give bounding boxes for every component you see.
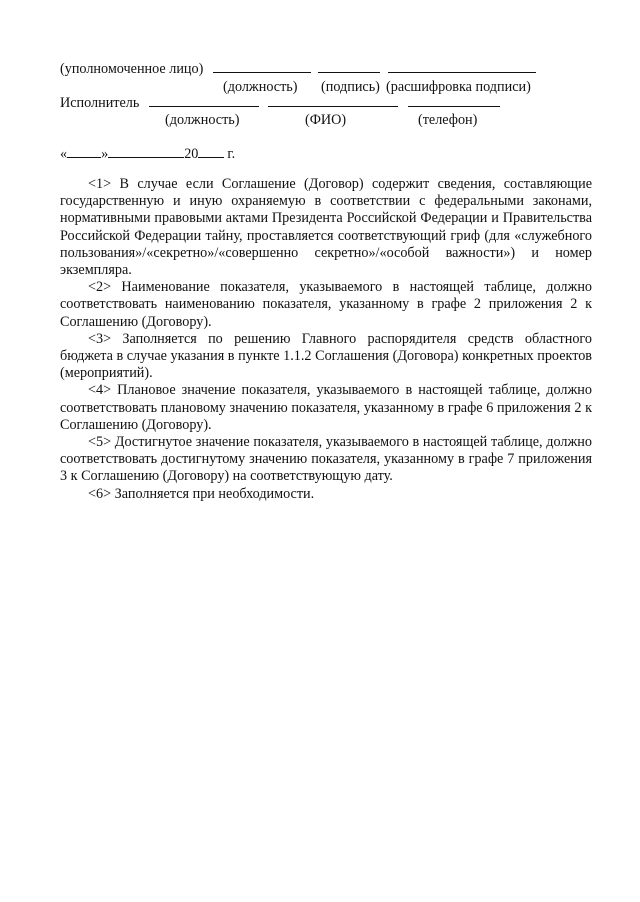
footnote-2: <2> Наименование показателя, указываемого в настоящей таблице, должно соответствовать наименованию показателя, указанному в графе 2 приложения 2 к Соглашению (Договору). — [60, 279, 592, 330]
date-line — [60, 145, 235, 163]
executor-position-caption: (должность) — [165, 112, 240, 128]
footnote-1: <1> В случае если Соглашение (Договор) содержит сведения, составляющие государственную и иную охраняемую в соответствии с федеральными законами, нормативными правовыми актами Президента Российской Федерации и Правительства Российской Федерации тайну, проставляется соответствующий гриф (для «служебного пользования»/«секретно»/«совершенно секретно»/«особой важности») и номер экземпляра. — [60, 176, 592, 279]
date-close-quote: » — [101, 146, 109, 162]
year-prefix: 20 — [184, 146, 199, 162]
footnote-3: <3> Заполняется по решению Главного распорядителя средств областного бюджета в случае указания в пункте 1.1.2 Соглашения (Договора) конкретных проектов (мероприятий). — [60, 330, 592, 382]
authorized-person-line — [60, 60, 536, 78]
authorized-person-label: (уполномоченное лицо) — [60, 61, 204, 77]
position-blank — [213, 60, 311, 73]
executor-phone-blank — [408, 94, 500, 107]
executor-fio-blank — [268, 94, 398, 107]
signature-blank — [318, 60, 380, 73]
month-blank — [108, 145, 184, 158]
footnote-6: <6> Заполняется при необходимости. — [88, 485, 315, 502]
executor-line — [60, 94, 500, 112]
decoding-blank — [388, 60, 536, 73]
year-suffix: г. — [227, 146, 236, 162]
phone-caption: (телефон) — [418, 112, 478, 128]
footnote-5: <5> Достигнутое значение показателя, указываемого в настоящей таблице, должно соответствовать достигнутому значению показателя, указанному в графе 7 приложения 3 к Соглашению (Договору) на соответствующую дату. — [60, 434, 592, 485]
signature-caption: (подпись) — [321, 79, 380, 95]
decoding-caption: (расшифровка подписи) — [386, 79, 531, 95]
day-blank — [67, 145, 101, 158]
footnotes — [60, 176, 592, 503]
year-blank — [198, 145, 224, 158]
footnote-4: <4> Плановое значение показателя, указываемого в настоящей таблице, должно соответствовать плановому значению показателя, указанному в графе 6 приложения 2 к Соглашению (Договору). — [60, 382, 592, 433]
fio-caption: (ФИО) — [305, 112, 347, 128]
position-caption: (должность) — [223, 79, 298, 95]
date-open-quote: « — [60, 146, 68, 162]
executor-label: Исполнитель — [60, 95, 140, 111]
executor-position-blank — [149, 94, 259, 107]
